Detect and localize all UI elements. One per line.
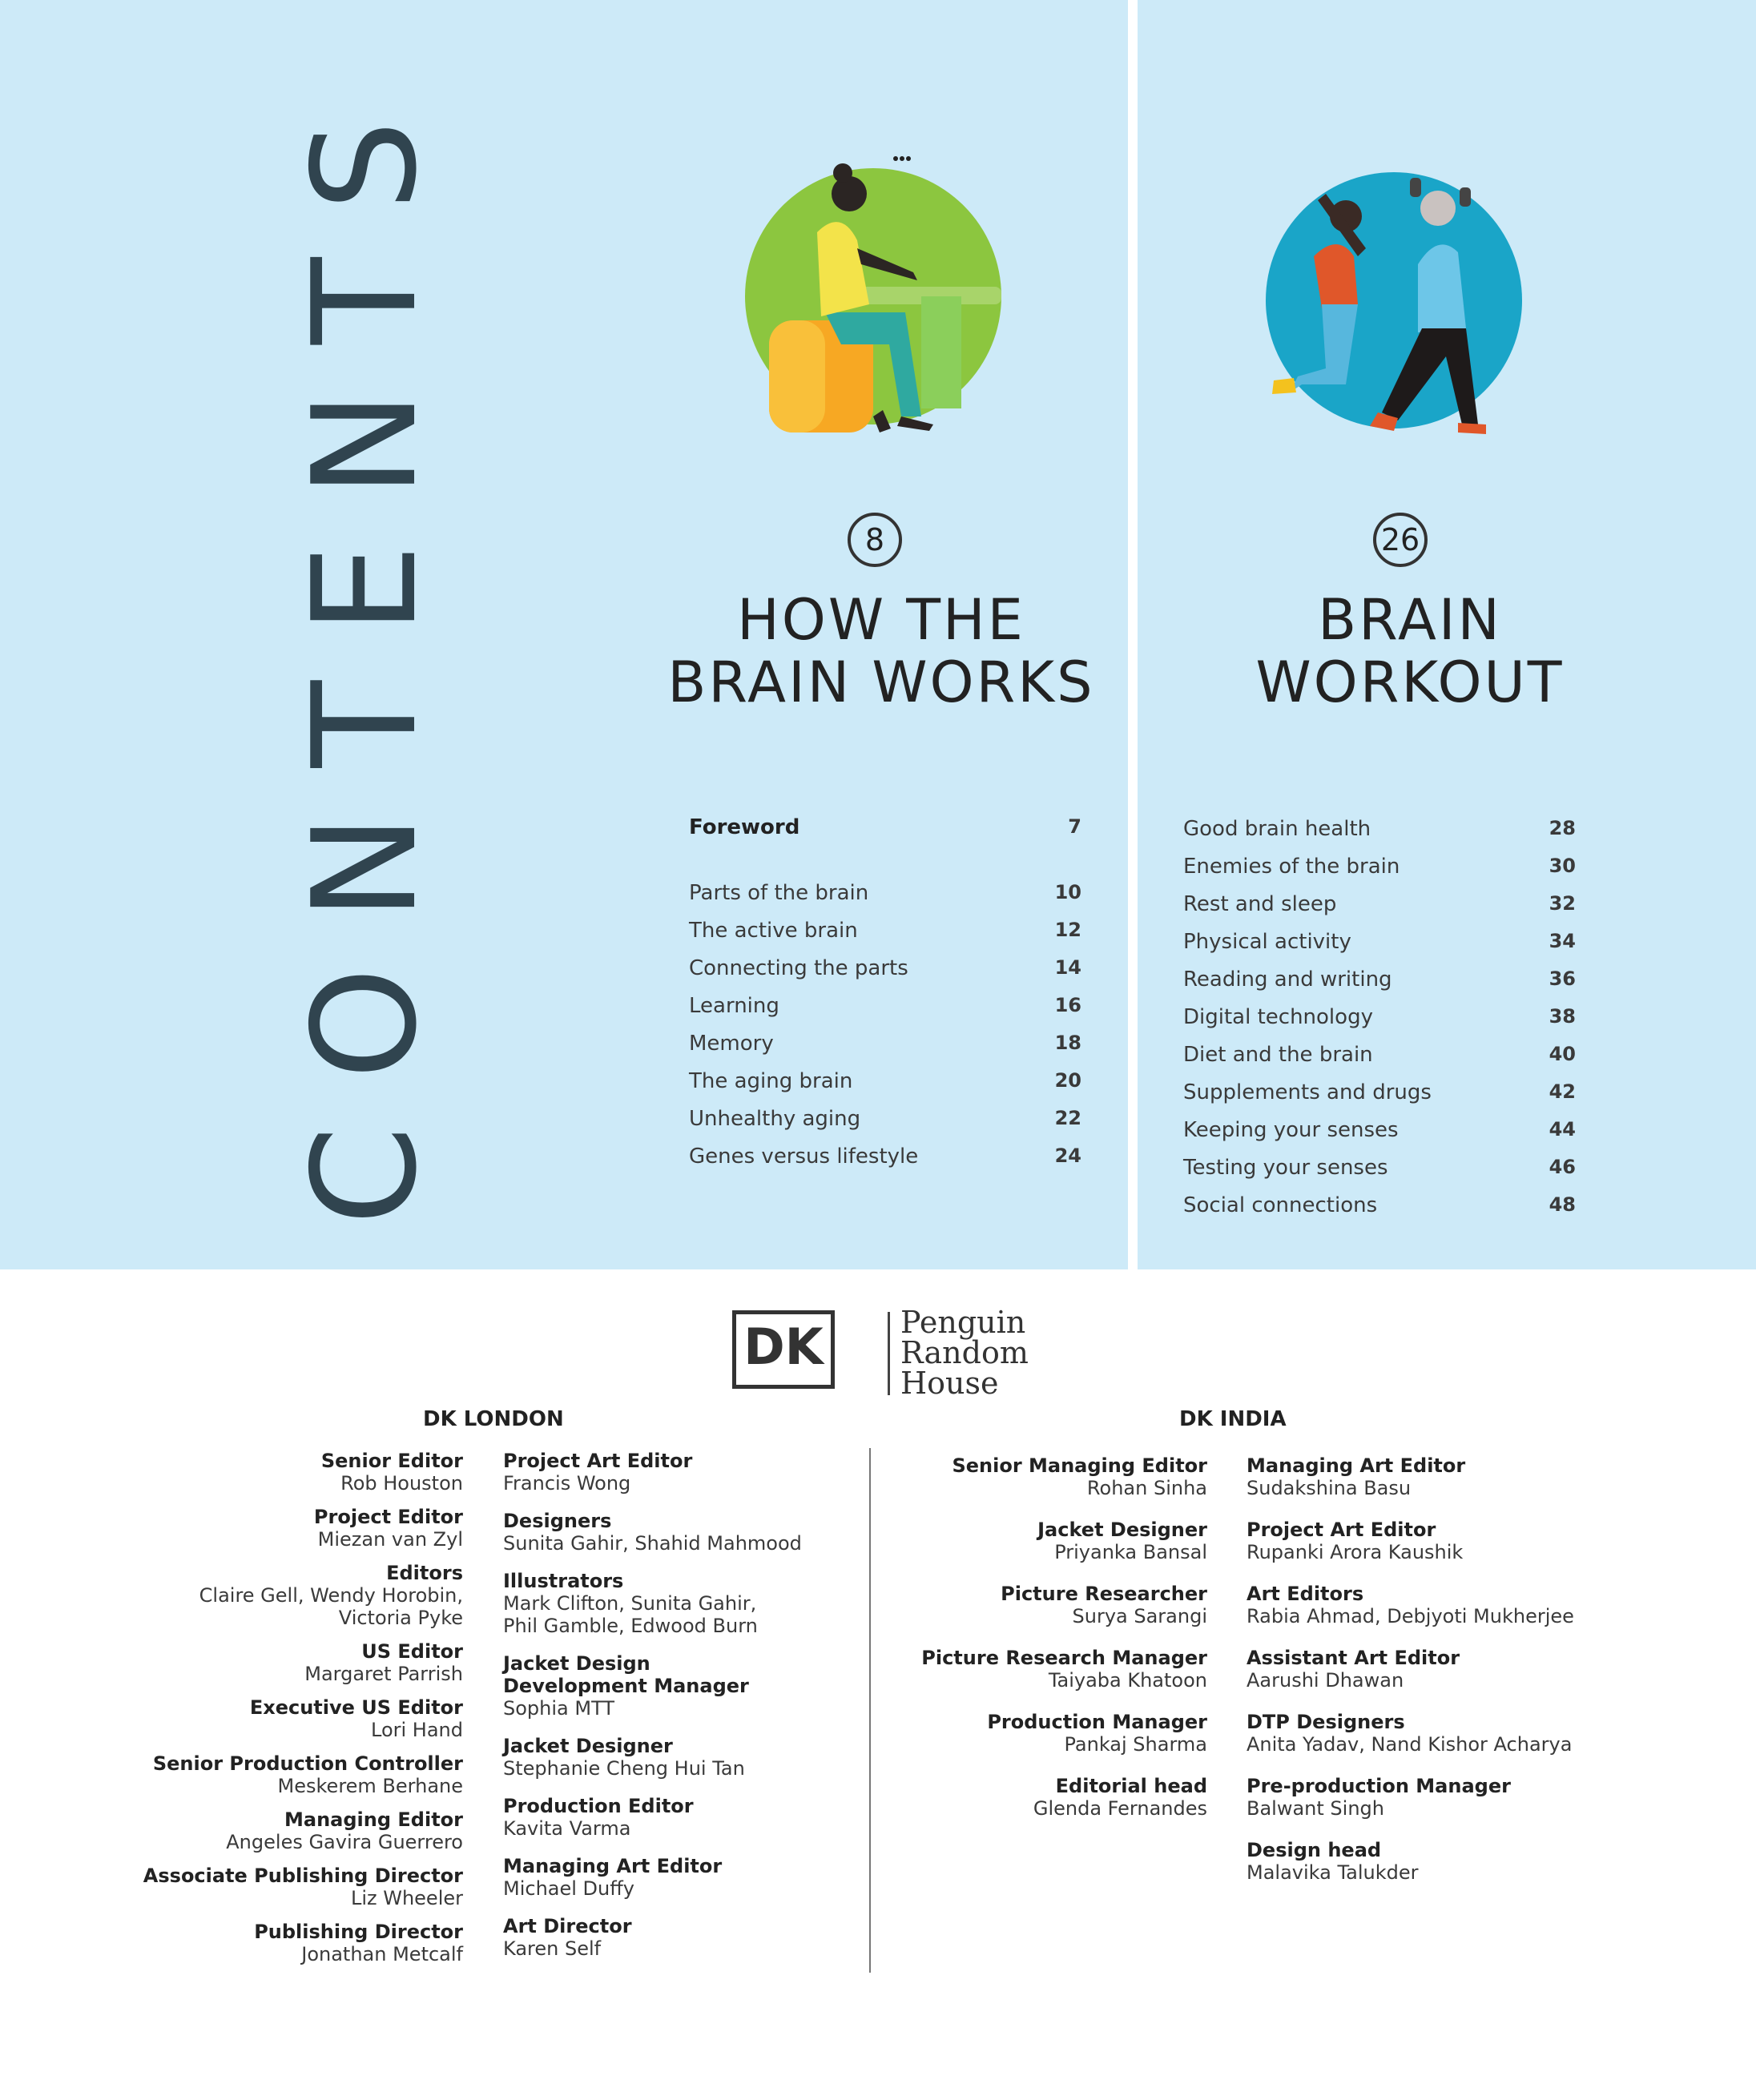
toc-entry-page: 24: [1054, 1145, 1081, 1167]
toc-entry-title: Testing your senses: [1183, 1156, 1388, 1180]
credit-name: Rabia Ahmad, Debjyoti Mukherjee: [1247, 1605, 1574, 1627]
credit-name: Lori Hand: [371, 1719, 463, 1741]
toc-entry-page: 20: [1054, 1069, 1081, 1092]
credit-role: Project Editor: [313, 1506, 463, 1528]
credit-role: Executive US Editor: [249, 1696, 463, 1719]
credit-name: Kavita Varma: [503, 1817, 631, 1840]
credit-entry: [127, 1640, 463, 1685]
toc-entry[interactable]: [689, 1032, 1081, 1064]
toc-entry[interactable]: [1183, 1080, 1576, 1112]
credit-role: Production Manager: [987, 1711, 1207, 1733]
credit-entry: [503, 1450, 840, 1495]
credit-name: Jonathan Metcalf: [301, 1943, 463, 1965]
credit-entry: [503, 1795, 840, 1840]
woman-studying-illustration: [737, 152, 1009, 449]
toc-entry[interactable]: [1183, 817, 1576, 849]
contents-heading: CONTENTS: [282, 74, 448, 1225]
credit-entry: [1247, 1647, 1583, 1692]
toc-entry[interactable]: [1183, 930, 1576, 962]
credit-entry: [871, 1583, 1207, 1627]
credit-name: Surya Sarangi: [1072, 1605, 1207, 1627]
toc-entry-title: Foreword: [689, 815, 800, 839]
credit-entry: [871, 1647, 1207, 1692]
penguin-random-house-logo: Penguin Random House: [900, 1305, 1029, 1401]
credits-heading-india: DK INDIA: [1179, 1407, 1287, 1431]
credit-name: Rohan Sinha: [1086, 1477, 1207, 1499]
credit-role: Jacket Designer: [503, 1735, 673, 1757]
toc-entry-title: Physical activity: [1183, 930, 1351, 954]
toc-entry[interactable]: [1183, 855, 1576, 887]
toc-entry[interactable]: [689, 956, 1081, 988]
toc-entry-page: 30: [1549, 855, 1576, 877]
credit-entry: [127, 1562, 463, 1629]
credit-entry: [871, 1775, 1207, 1820]
toc-entry[interactable]: [689, 881, 1081, 913]
credit-role: Picture Research Manager: [921, 1647, 1207, 1669]
credit-name: Priyanka Bansal: [1054, 1541, 1207, 1563]
credit-role: Managing Art Editor: [503, 1855, 723, 1877]
toc-entry[interactable]: [689, 1107, 1081, 1139]
toc-entry-page: 32: [1549, 892, 1576, 915]
credit-name: Taiyaba Khatoon: [1048, 1669, 1207, 1692]
toc-entry[interactable]: [1183, 968, 1576, 1000]
toc-entry[interactable]: [1183, 1043, 1576, 1075]
toc-entry-page: 12: [1054, 919, 1081, 941]
credit-name: Anita Yadav, Nand Kishor Acharya: [1247, 1733, 1573, 1756]
credit-name: Liz Wheeler: [350, 1887, 463, 1909]
credit-name: Margaret Parrish: [304, 1663, 463, 1685]
toc-entry-title: Genes versus lifestyle: [689, 1145, 919, 1169]
toc-entry-title: Digital technology: [1183, 1005, 1373, 1029]
credit-entry: [871, 1519, 1207, 1563]
toc-entry[interactable]: [1183, 1118, 1576, 1150]
credit-role: Jacket Designer: [1037, 1519, 1207, 1541]
credit-entry: [871, 1711, 1207, 1756]
dk-logo: DK: [732, 1310, 835, 1389]
credit-entry: [503, 1570, 840, 1637]
credit-name: Aarushi Dhawan: [1247, 1669, 1404, 1692]
credit-name: Miezan van Zyl: [317, 1528, 463, 1551]
toc-entry-page: 10: [1054, 881, 1081, 903]
couple-exercising-illustration: [1258, 168, 1530, 449]
toc-entry-page: 22: [1054, 1107, 1081, 1129]
toc-entry-page: 38: [1549, 1005, 1576, 1028]
credit-entry: [1247, 1775, 1583, 1820]
credit-role: Managing Editor: [284, 1808, 463, 1831]
credit-entry: [127, 1921, 463, 1965]
credit-entry: [503, 1510, 840, 1555]
toc-entry-page: 14: [1054, 956, 1081, 979]
toc-entry[interactable]: [1183, 1005, 1576, 1037]
toc-entry-page: 36: [1549, 968, 1576, 990]
credit-role: Associate Publishing Director: [143, 1865, 463, 1887]
credit-entry: [127, 1696, 463, 1741]
credit-name: Pankaj Sharma: [1064, 1733, 1207, 1756]
credit-entry: [503, 1652, 840, 1720]
credit-role: Art Director: [503, 1915, 632, 1937]
credit-entry: [1247, 1519, 1583, 1563]
credit-name: Angeles Gavira Guerrero: [226, 1831, 463, 1853]
section-title: BRAIN WORKOUT: [1255, 587, 1565, 715]
credit-name: Rupanki Arora Kaushik: [1247, 1541, 1464, 1563]
credit-role: Picture Researcher: [1001, 1583, 1207, 1605]
credit-role: Senior Production Controller: [152, 1752, 463, 1775]
credit-name: Karen Self: [503, 1937, 602, 1960]
toc-entry-title: Enemies of the brain: [1183, 855, 1400, 879]
toc-entry[interactable]: [689, 815, 1081, 847]
credit-name: Stephanie Cheng Hui Tan: [503, 1757, 745, 1780]
toc-entry-title: Good brain health: [1183, 817, 1371, 841]
toc-entry-page: 48: [1549, 1193, 1576, 1216]
toc-entry-page: 46: [1549, 1156, 1576, 1178]
credit-entry: [503, 1735, 840, 1780]
section-number-badge: 8: [848, 513, 902, 567]
credit-role: Editorial head: [1055, 1775, 1207, 1797]
section-title: HOW THE BRAIN WORKS: [667, 587, 1095, 715]
toc-entry[interactable]: [1183, 1193, 1576, 1225]
toc-entry-page: 42: [1549, 1080, 1576, 1103]
credit-role: Project Art Editor: [1247, 1519, 1436, 1541]
toc-entry-page: 44: [1549, 1118, 1576, 1141]
toc-entry[interactable]: [689, 994, 1081, 1026]
credit-role: Art Editors: [1247, 1583, 1364, 1605]
credits-heading-london: DK LONDON: [423, 1407, 564, 1431]
toc-entry[interactable]: [689, 1069, 1081, 1101]
credit-entry: [127, 1752, 463, 1797]
credit-role: Pre-production Manager: [1247, 1775, 1511, 1797]
toc-entry-title: The aging brain: [689, 1069, 853, 1093]
credit-role: Jacket Design Development Manager: [503, 1652, 749, 1697]
credit-role: Project Art Editor: [503, 1450, 693, 1472]
credit-entry: [503, 1855, 840, 1900]
toc-entry-title: The active brain: [689, 919, 858, 943]
credit-role: Senior Editor: [320, 1450, 463, 1472]
credit-name: Balwant Singh: [1247, 1797, 1384, 1820]
credit-role: Managing Art Editor: [1247, 1454, 1466, 1477]
credit-role: US Editor: [361, 1640, 463, 1663]
toc-entry[interactable]: [689, 919, 1081, 951]
toc-entry-page: 7: [1068, 815, 1081, 838]
credit-name: Francis Wong: [503, 1472, 631, 1495]
credit-entry: [127, 1506, 463, 1551]
credit-name: Glenda Fernandes: [1033, 1797, 1207, 1820]
toc-entry-page: 28: [1549, 817, 1576, 839]
credit-name: Rob Houston: [340, 1472, 463, 1495]
credit-entry: [503, 1915, 840, 1960]
credit-entry: [1247, 1839, 1583, 1884]
credit-role: Illustrators: [503, 1570, 624, 1592]
toc-entry[interactable]: [689, 1145, 1081, 1177]
credit-name: Sunita Gahir, Shahid Mahmood: [503, 1532, 802, 1555]
credit-name: Michael Duffy: [503, 1877, 634, 1900]
toc-entry-title: Connecting the parts: [689, 956, 908, 980]
credit-entry: [1247, 1454, 1583, 1499]
toc-entry-title: Diet and the brain: [1183, 1043, 1373, 1067]
credit-role: Publishing Director: [254, 1921, 463, 1943]
toc-entry-title: Learning: [689, 994, 779, 1018]
credit-entry: [871, 1454, 1207, 1499]
credit-role: Assistant Art Editor: [1247, 1647, 1460, 1669]
credit-role: Designers: [503, 1510, 612, 1532]
section-number-badge: 26: [1373, 513, 1428, 567]
credit-name: Malavika Talukder: [1247, 1861, 1419, 1884]
credit-entry: [127, 1808, 463, 1853]
credit-entry: [1247, 1711, 1583, 1756]
toc-entry-title: Social connections: [1183, 1193, 1378, 1217]
credit-name: Meskerem Berhane: [277, 1775, 463, 1797]
toc-entry-title: Keeping your senses: [1183, 1118, 1399, 1142]
credit-role: Editors: [386, 1562, 463, 1584]
credit-role: Production Editor: [503, 1795, 694, 1817]
toc-entry-title: Memory: [689, 1032, 774, 1056]
toc-entry-page: 16: [1054, 994, 1081, 1016]
credit-entry: [127, 1450, 463, 1495]
toc-entry-page: 40: [1549, 1043, 1576, 1065]
toc-entry-title: Rest and sleep: [1183, 892, 1337, 916]
credit-name: Sophia MTT: [503, 1697, 614, 1720]
credit-role: Senior Managing Editor: [952, 1454, 1207, 1477]
credit-role: Design head: [1247, 1839, 1382, 1861]
toc-entry-title: Unhealthy aging: [689, 1107, 861, 1131]
credit-name: Claire Gell, Wendy Horobin, Victoria Pyke: [199, 1584, 463, 1629]
credit-name: Mark Clifton, Sunita Gahir, Phil Gamble, Edwood Burn: [503, 1592, 758, 1637]
toc-entry-page: 34: [1549, 930, 1576, 952]
toc-entry-title: Supplements and drugs: [1183, 1080, 1432, 1104]
toc-entry-title: Reading and writing: [1183, 968, 1392, 992]
toc-entry[interactable]: [1183, 1156, 1576, 1188]
credit-name: Sudakshina Basu: [1247, 1477, 1412, 1499]
credit-entry: [1247, 1583, 1583, 1627]
credit-entry: [127, 1865, 463, 1909]
credit-role: DTP Designers: [1247, 1711, 1405, 1733]
toc-entry-page: 18: [1054, 1032, 1081, 1054]
toc-entry-title: Parts of the brain: [689, 881, 869, 905]
toc-entry[interactable]: [1183, 892, 1576, 924]
